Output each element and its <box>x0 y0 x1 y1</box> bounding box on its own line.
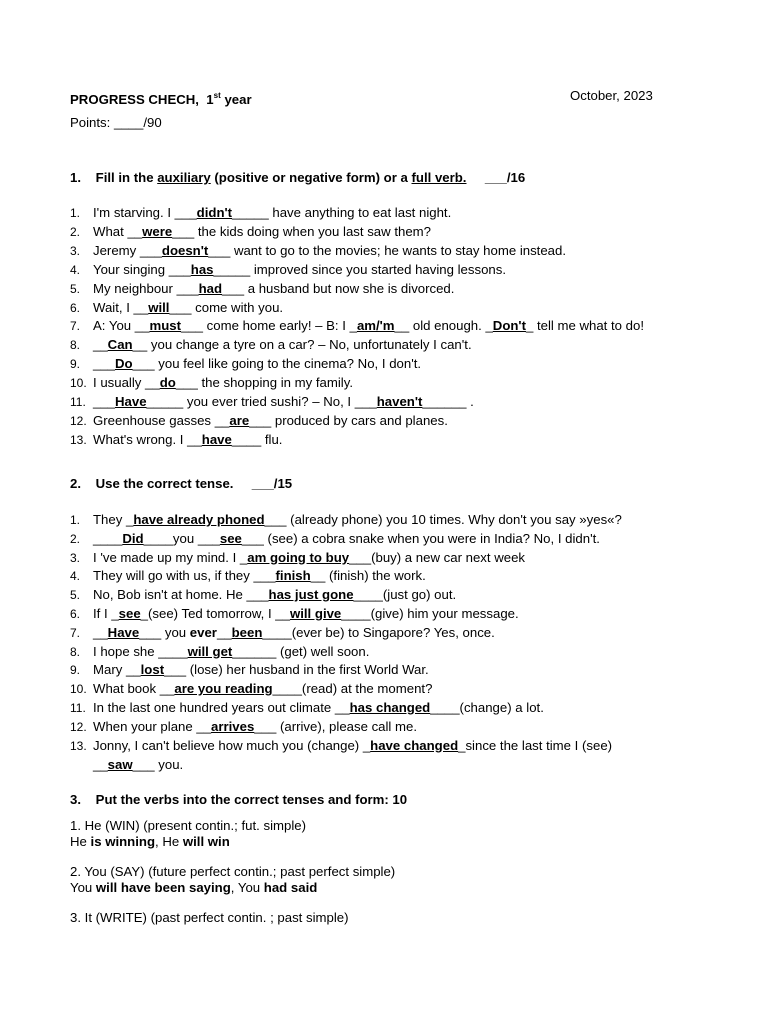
answer: were <box>142 223 173 239</box>
prompt-text: _____ have anything to eat last night. <box>232 205 452 220</box>
prompt-text: ____(read) at the moment? <box>272 681 433 697</box>
prompt-text: ___ (already phone) you 10 times. Why don't you say »yes«? <box>264 512 622 527</box>
exercise-item <box>93 413 448 429</box>
answer: will have been saying <box>95 880 231 895</box>
prompt-text: I usually __ <box>93 375 160 391</box>
prompt-text: What __ <box>93 223 143 239</box>
answer: has <box>190 261 214 277</box>
section-2-title <box>70 476 292 492</box>
section-3-answer <box>70 880 317 896</box>
exercise-item <box>93 262 506 278</box>
prompt-text: ___ (lose) her husband in the first World War. <box>164 662 429 678</box>
prompt-text: _ tell me what to do! <box>525 318 644 334</box>
item-number: 6. <box>70 300 81 315</box>
prompt-text: In the last one hundred years out climate __ <box>93 700 350 715</box>
item-number: 1. <box>70 513 81 527</box>
prompt-text: What book __ <box>93 681 175 697</box>
section-1-number: 1. <box>70 170 81 185</box>
exercise-item <box>93 606 519 622</box>
item-number: 3. <box>70 550 81 565</box>
exercise-item <box>93 205 451 221</box>
answer: see <box>219 530 242 546</box>
bold-text: ever <box>189 624 217 640</box>
exercise-item <box>93 738 612 754</box>
year-word: year <box>224 92 252 107</box>
answer: will win <box>182 834 230 849</box>
section-1-text-mid: (positive or negative form) or a <box>210 170 412 185</box>
prompt-text: ___ come home early! – B: I _ <box>181 318 357 334</box>
prompt-text: ______ (get) well soon. <box>232 643 370 659</box>
prompt-text: ___(buy) a new car next week <box>349 549 526 565</box>
section-3-question: 3. It (WRITE) (past perfect contin. ; past simple) <box>70 910 349 925</box>
item-number: 13. <box>70 738 87 753</box>
item-number: 3. <box>70 243 81 258</box>
item-number: 9. <box>70 357 81 372</box>
prompt-text: ___ want to go to the movies; he wants to stay home instead. <box>208 242 567 258</box>
prompt-text: I hope she ____ <box>93 643 188 659</box>
item-number: 8. <box>70 338 81 353</box>
prompt-text: Mary __ <box>93 662 141 678</box>
answer: will get <box>187 643 233 659</box>
answer: had <box>198 280 223 296</box>
prompt-text: They _ <box>93 512 134 527</box>
prompt-text: ___ you. <box>132 757 184 772</box>
prompt-text: They will go with us, if they ___ <box>93 568 276 584</box>
prompt-text: __ (finish) the work. <box>310 568 426 584</box>
section-1-full-verb: full verb. <box>411 170 467 185</box>
prompt-text: __ you change a tyre on a car? – No, unfortunately I can't. <box>132 337 472 353</box>
item-number: 7. <box>70 625 81 640</box>
item-number: 2. <box>70 224 81 239</box>
exercise-item <box>93 700 544 716</box>
prompt-text: _(see) Ted tomorrow, I __ <box>140 606 290 621</box>
answer: have changed <box>370 737 459 753</box>
prompt-text: No, Bob isn't at home. He ___ <box>93 587 269 603</box>
prompt-text: I 've made up my mind. I _ <box>93 549 248 565</box>
answer: is winning <box>90 834 156 849</box>
date: October, 2023 <box>570 88 653 103</box>
prompt-text: ___ you <box>139 624 190 640</box>
section-3-text: Put the verbs into the correct tenses and form: 10 <box>95 792 408 807</box>
exercise-item <box>93 432 282 448</box>
exercise-item <box>93 356 421 372</box>
prompt-text: Wait, I __ <box>93 299 149 315</box>
prompt-text: Your singing ___ <box>93 261 191 277</box>
answer: Can <box>107 337 133 353</box>
prompt-text: __ <box>93 624 108 640</box>
answer: finish <box>275 568 311 584</box>
section-1-text: Fill in the <box>95 170 158 185</box>
answer: doesn't <box>161 242 209 258</box>
section-3-title <box>70 792 407 808</box>
answer: have <box>201 431 232 447</box>
prompt-text: _____ you ever tried sushi? – No, I ___ <box>146 394 377 409</box>
section-3-question: 2. You (SAY) (future perfect contin.; past perfect simple) <box>70 864 396 879</box>
prompt-text: I'm starving. I ___ <box>93 205 197 220</box>
prompt-text: ____you ___ <box>143 530 220 546</box>
answer: Don't <box>492 318 526 334</box>
prompt-text: ______ . <box>422 394 474 409</box>
worksheet-title <box>70 88 252 108</box>
prompt-text: ____(give) him your message. <box>341 606 519 621</box>
exercise-item <box>93 375 353 391</box>
prompt-text: ___ you feel like going to the cinema? No, I don't. <box>132 356 422 372</box>
exercise-item <box>93 531 600 547</box>
prompt-text: What's wrong. I __ <box>93 431 202 447</box>
exercise-item <box>93 625 495 641</box>
answer-prefix: He <box>70 834 91 849</box>
item-number: 10. <box>70 376 87 391</box>
prompt-text: My neighbour ___ <box>93 280 199 296</box>
prompt-text: ___ produced by cars and planes. <box>249 412 448 428</box>
answer: do <box>159 375 176 391</box>
section-1-title <box>70 170 525 186</box>
section-1-score: ___/16 <box>484 170 526 185</box>
answer: has changed <box>349 700 431 715</box>
exercise-item <box>93 337 472 353</box>
exercise-item <box>93 719 417 735</box>
exercise-item <box>93 681 432 697</box>
prompt-text: ___ a husband but now she is divorced. <box>222 280 455 296</box>
exercise-item <box>93 644 369 660</box>
section-1-auxiliary: auxiliary <box>157 170 211 185</box>
answer: Have <box>115 394 147 409</box>
answer-prefix: , He <box>155 834 183 849</box>
exercise-item <box>93 512 622 528</box>
item-number: 8. <box>70 644 81 659</box>
item-number: 12. <box>70 413 87 428</box>
section-2-score: ___/15 <box>251 476 293 491</box>
answer-prefix: , You <box>230 880 264 895</box>
title-text: PROGRESS CHECH, <box>70 92 199 107</box>
answer: Have <box>107 624 140 640</box>
prompt-text: ___ the kids doing when you last saw them? <box>172 223 431 239</box>
prompt-text: Jonny, I can't believe how much you (change) _ <box>93 737 371 753</box>
item-number: 4. <box>70 262 81 277</box>
prompt-text: ____(ever be) to Singapore? Yes, once. <box>262 624 495 640</box>
prompt-text: __ old enough. _ <box>394 318 493 334</box>
exercise-item <box>93 243 566 259</box>
answer: has just gone <box>268 587 354 603</box>
prompt-text: ____ <box>93 530 123 546</box>
section-3-question: 1. He (WIN) (present contin.; fut. simple) <box>70 818 306 833</box>
exercise-item <box>93 318 644 334</box>
answer: Do <box>115 356 133 372</box>
item-number: 11. <box>70 395 86 409</box>
prompt-text: Jeremy ___ <box>93 242 162 258</box>
year-suffix: st <box>213 91 221 100</box>
item-number: 10. <box>70 682 87 697</box>
prompt-text: _____ improved since you started having lessons. <box>213 261 506 277</box>
answer: saw <box>107 757 133 772</box>
prompt-text: __ <box>216 624 232 640</box>
section-3-answer <box>70 834 230 850</box>
answer: will give <box>289 606 342 621</box>
item-number: 4. <box>70 569 81 584</box>
answer: lost <box>140 662 165 678</box>
item-number: 12. <box>70 719 87 734</box>
points-line: Points: ____/90 <box>70 115 162 130</box>
prompt-text: ___ come with you. <box>169 299 284 315</box>
answer: will <box>148 299 170 315</box>
prompt-text: If I _ <box>93 606 119 621</box>
answer: Did <box>122 530 144 546</box>
answer-prefix: You <box>70 880 96 895</box>
section-2-number: 2. <box>70 476 81 491</box>
exercise-item <box>93 394 474 410</box>
prompt-text: ___ <box>93 394 116 409</box>
prompt-text: ____(change) a lot. <box>430 700 544 715</box>
exercise-item <box>93 224 431 240</box>
item-number: 1. <box>70 206 81 220</box>
exercise-item <box>93 568 426 584</box>
prompt-text: A: You __ <box>93 318 150 334</box>
answer: must <box>149 318 181 334</box>
answer: have already phoned <box>133 512 265 527</box>
item-number: 2. <box>70 531 81 546</box>
answer: arrives <box>211 718 255 734</box>
prompt-text: _since the last time I (see) <box>458 737 613 753</box>
prompt-text: Greenhouse gasses __ <box>93 412 230 428</box>
prompt-text: ___ the shopping in my family. <box>175 375 353 391</box>
answer: are you reading <box>174 681 273 697</box>
answer: haven't <box>376 394 423 409</box>
prompt-text: ____ flu. <box>231 431 283 447</box>
year-number: 1 <box>206 92 214 107</box>
prompt-text: ___ (arrive), please call me. <box>254 718 418 734</box>
exercise-item <box>93 550 525 566</box>
answer: been <box>231 624 263 640</box>
answer: am/'m <box>356 318 395 334</box>
item-number: 9. <box>70 663 81 678</box>
answer: am going to buy <box>247 549 350 565</box>
exercise-item <box>93 587 456 603</box>
item-number: 11. <box>70 701 86 715</box>
item-number: 6. <box>70 607 81 621</box>
prompt-text: __ <box>93 757 108 772</box>
exercise-item <box>93 300 283 316</box>
prompt-text: ___ (see) a cobra snake when you were in India? No, I didn't. <box>241 530 600 546</box>
exercise-item <box>93 662 429 678</box>
prompt-text: ___ <box>93 356 116 372</box>
prompt-text: __ <box>93 337 108 353</box>
answer: didn't <box>196 205 233 220</box>
section-2-item-13-continuation <box>93 757 183 773</box>
answer: had said <box>263 880 318 895</box>
item-number: 5. <box>70 588 81 603</box>
answer: see <box>118 606 141 621</box>
item-number: 7. <box>70 319 81 334</box>
exercise-item <box>93 281 454 297</box>
item-number: 13. <box>70 432 87 447</box>
section-3-number: 3. <box>70 792 81 807</box>
answer: are <box>229 412 250 428</box>
prompt-text: ____(just go) out. <box>353 587 457 603</box>
item-number: 5. <box>70 281 81 296</box>
prompt-text: When your plane __ <box>93 718 212 734</box>
section-2-text: Use the correct tense. <box>95 476 234 491</box>
